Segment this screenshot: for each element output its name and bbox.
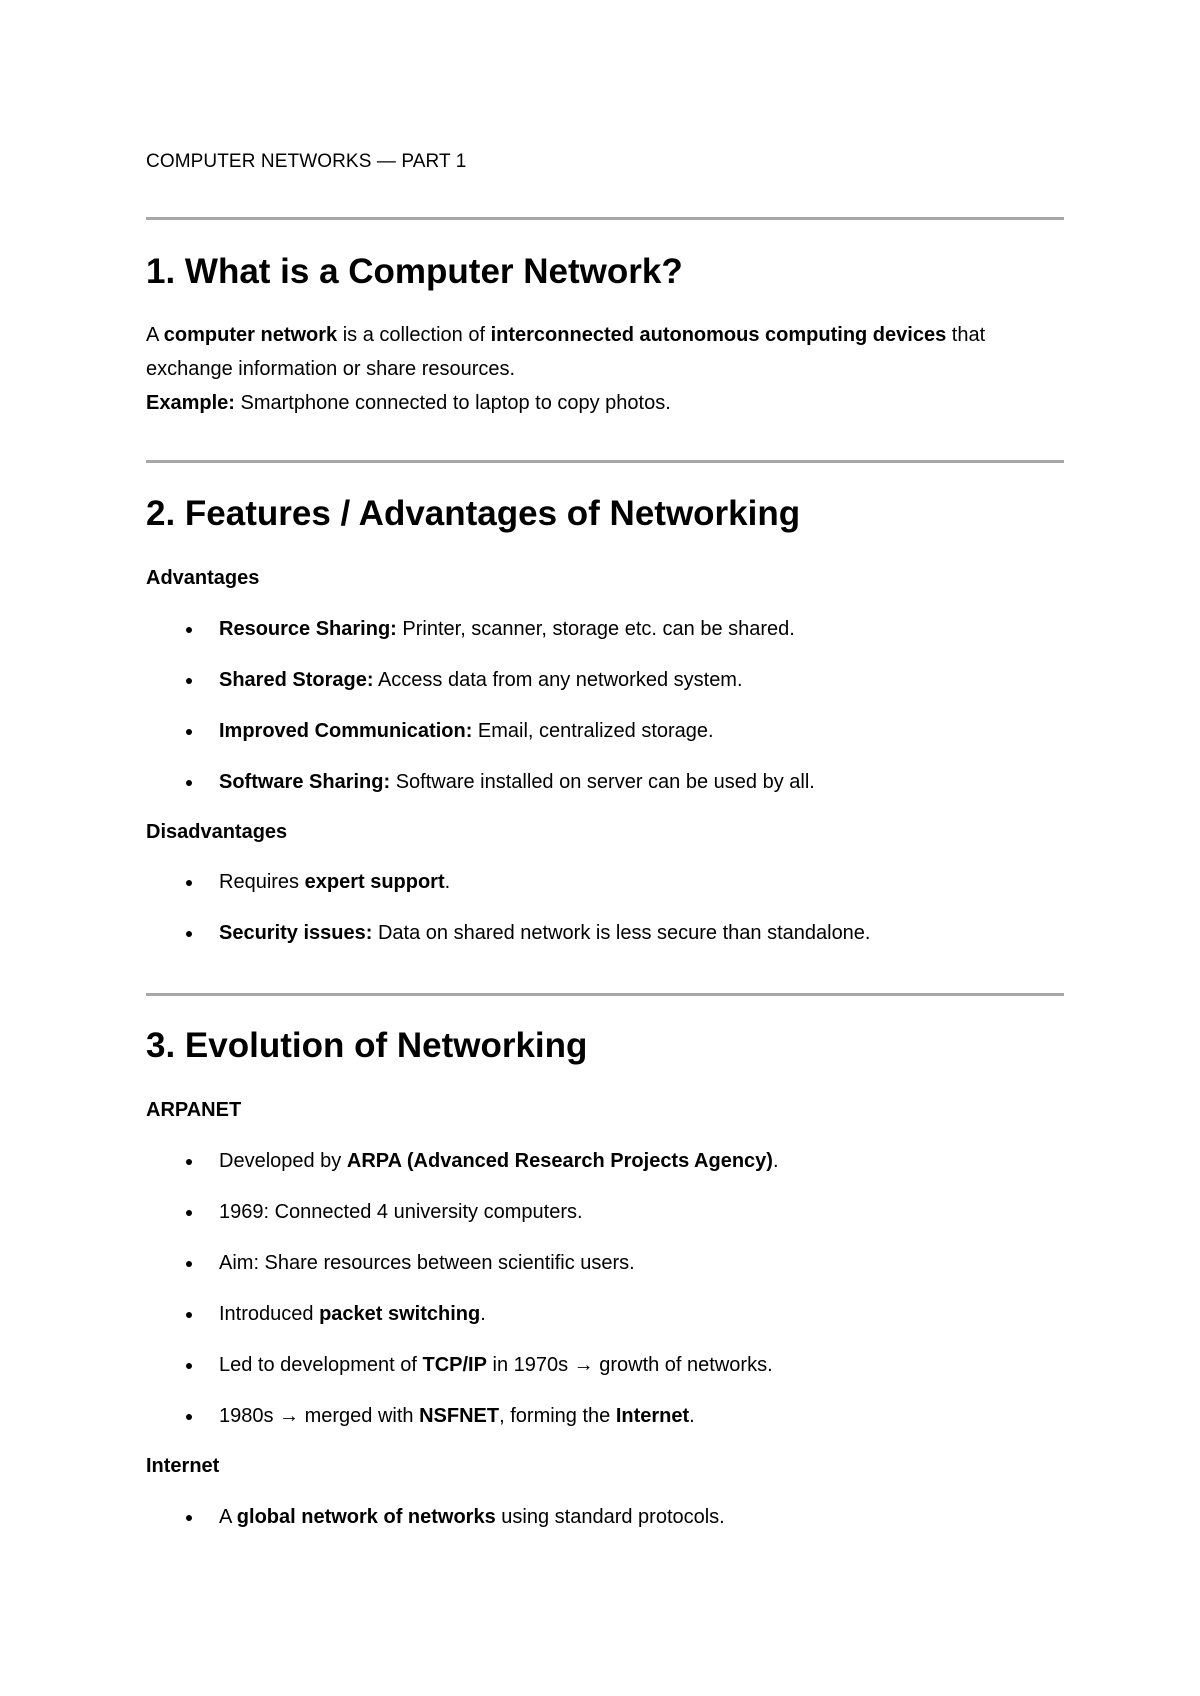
item-label: Resource Sharing: <box>219 618 397 640</box>
item-bold: Internet <box>615 1405 690 1427</box>
internet-title: Internet <box>146 1455 220 1477</box>
item-text: . <box>772 1150 779 1172</box>
bullet-icon <box>186 780 192 786</box>
item-text: Email, centralized storage. <box>472 720 714 742</box>
bullet-icon <box>186 880 192 886</box>
section-3-heading: 3. Evolution of Networking <box>146 1026 588 1065</box>
item-text: Developed by <box>219 1150 347 1172</box>
item-label: Software Sharing: <box>219 771 391 793</box>
section-1-paragraph <box>146 318 1064 420</box>
list-item <box>146 1401 1064 1431</box>
bullet-icon <box>186 1159 192 1165</box>
item-label: Shared Storage: <box>219 669 374 691</box>
bullet-icon <box>186 1515 192 1521</box>
section-1-heading: 1. What is a Computer Network? <box>146 252 683 291</box>
term-computer-network: computer network <box>163 324 338 346</box>
arpanet-title: ARPANET <box>146 1099 242 1121</box>
bullet-icon <box>186 1261 192 1267</box>
list-item <box>146 1248 1064 1278</box>
item-bold: TCP/IP <box>422 1354 487 1376</box>
term-interconnected-devices: interconnected autonomous computing devices <box>490 324 947 346</box>
document-header: COMPUTER NETWORKS — PART 1 <box>146 151 467 172</box>
text: is a collection of <box>337 324 491 346</box>
list-item <box>146 1502 1064 1532</box>
item-text: Led to development of <box>219 1354 423 1376</box>
disadvantages-title: Disadvantages <box>146 821 288 843</box>
bullet-icon <box>186 1363 192 1369</box>
list-item <box>146 1197 1064 1227</box>
item-text: Data on shared network is less secure than standalone. <box>372 922 871 944</box>
item-text: . <box>444 871 451 893</box>
item-bold: global network of networks <box>236 1506 496 1528</box>
item-text: Access data from any networked system. <box>373 669 743 691</box>
list-item <box>146 1299 1064 1329</box>
list-item <box>146 716 1064 746</box>
divider-3 <box>146 993 1064 996</box>
list-item <box>146 665 1064 695</box>
example-label: Example: <box>146 392 235 414</box>
item-text: 1969: Connected 4 university computers. <box>219 1201 583 1223</box>
bullet-icon <box>186 1312 192 1318</box>
list-item <box>146 614 1064 644</box>
bullet-icon <box>186 931 192 937</box>
item-bold: packet switching <box>319 1303 481 1325</box>
item-text: Aim: Share resources between scientific users. <box>219 1252 635 1274</box>
bullet-icon <box>186 1414 192 1420</box>
section-2-heading: 2. Features / Advantages of Networking <box>146 494 801 533</box>
list-item <box>146 867 1064 897</box>
item-text: . <box>689 1405 695 1427</box>
divider-1 <box>146 217 1064 220</box>
item-label: Security issues: <box>219 922 373 944</box>
item-text: A <box>219 1506 237 1528</box>
example-text: Smartphone connected to laptop to copy photos. <box>234 392 671 414</box>
item-text: Introduced <box>219 1303 320 1325</box>
item-text: Printer, scanner, storage etc. can be shared. <box>396 618 795 640</box>
text: that exchange information or share resources. <box>146 324 986 380</box>
item-text: Software installed on server can be used by all. <box>390 771 815 793</box>
item-text: in 1970s → growth of networks. <box>486 1354 773 1376</box>
list-item <box>146 1350 1064 1380</box>
bullet-icon <box>186 1210 192 1216</box>
item-text: using standard protocols. <box>495 1506 725 1528</box>
list-item <box>146 918 1064 948</box>
item-bold: expert support <box>304 871 445 893</box>
item-bold: NSFNET <box>419 1405 500 1427</box>
bullet-icon <box>186 678 192 684</box>
item-text: . <box>480 1303 486 1325</box>
item-bold: ARPA (Advanced Research Projects Agency) <box>346 1150 773 1172</box>
advantages-title: Advantages <box>146 567 260 589</box>
item-text: 1980s → merged with <box>219 1405 420 1427</box>
list-item <box>146 1146 1064 1176</box>
bullet-icon <box>186 729 192 735</box>
text: A <box>146 324 164 346</box>
item-text: Requires <box>219 871 305 893</box>
list-item <box>146 767 1064 797</box>
divider-2 <box>146 460 1064 463</box>
item-text: , forming the <box>499 1405 616 1427</box>
bullet-icon <box>186 627 192 633</box>
item-label: Improved Communication: <box>219 720 473 742</box>
